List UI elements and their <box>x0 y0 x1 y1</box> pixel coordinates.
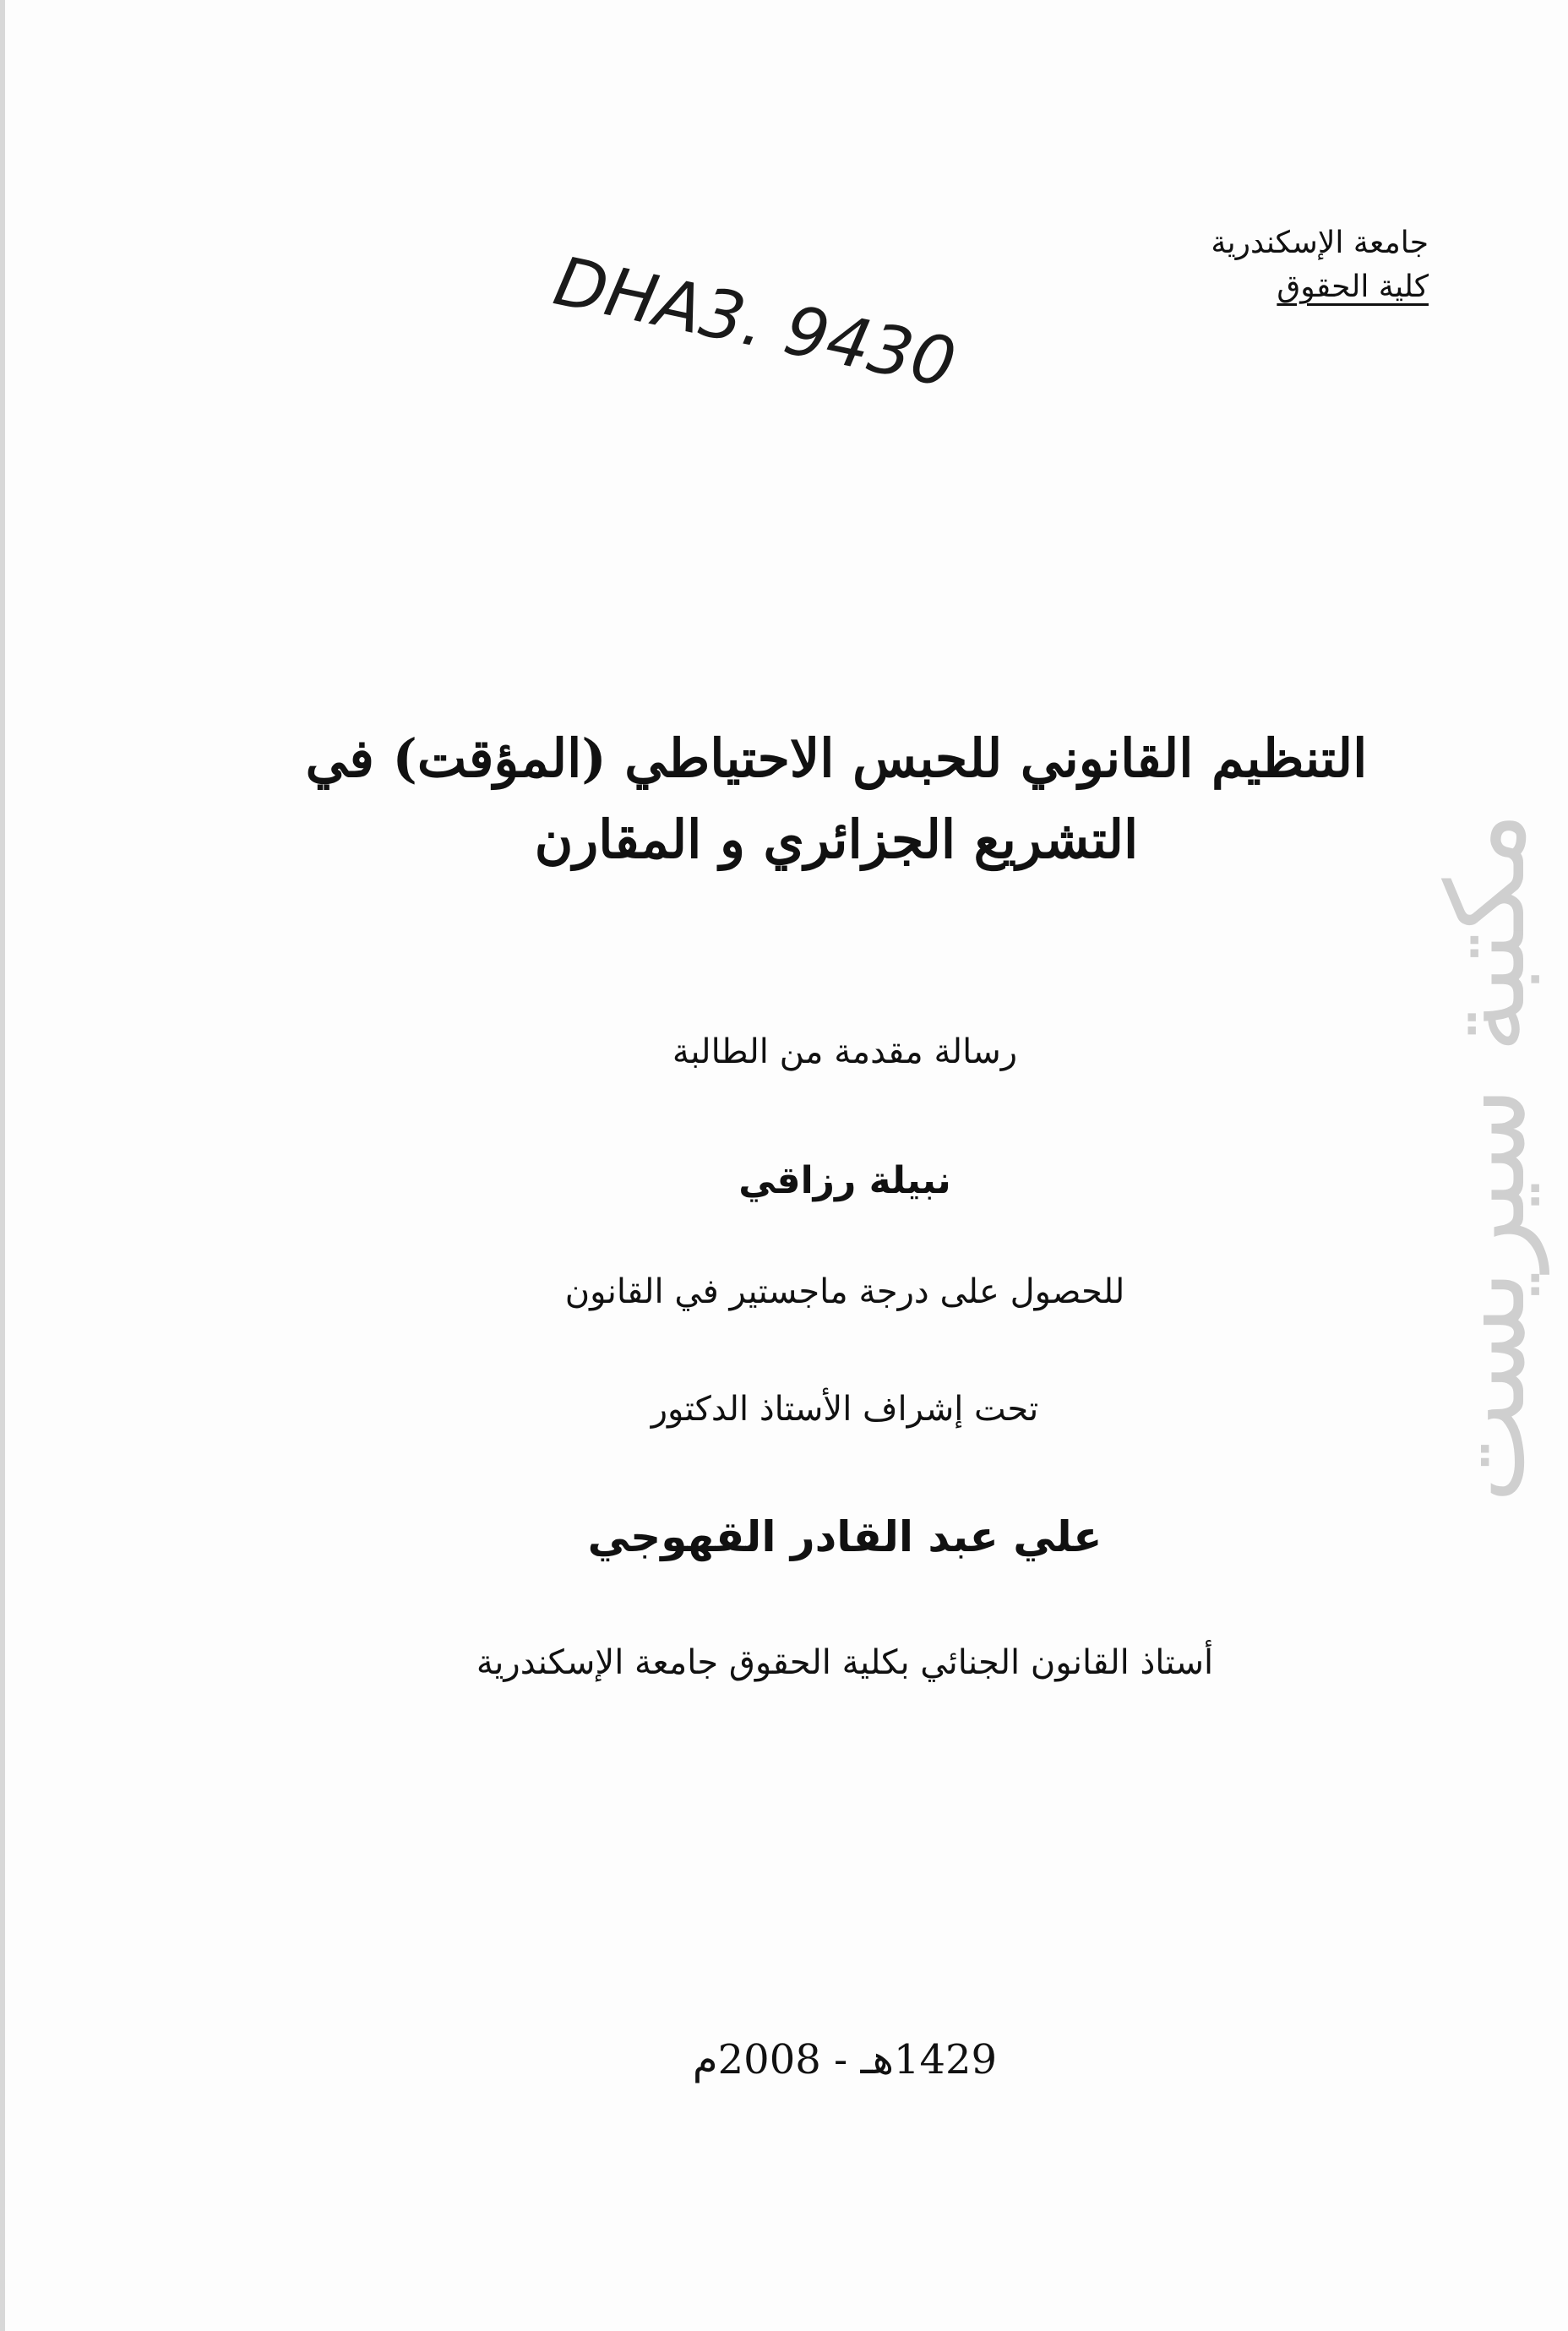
degree-statement: للحصول على درجة ماجستير في القانون <box>564 1272 1125 1311</box>
scan-edge-shadow <box>0 0 5 2331</box>
handwritten-shelfmark <box>547 241 962 403</box>
supervisor-name: علي عبد القادر القهوجي <box>587 1512 1102 1561</box>
faculty-name: كلية الحقوق <box>1277 270 1429 305</box>
submission-date: 1429هـ - 2008م <box>692 2036 998 2083</box>
university-name: جامعة الإسكندرية <box>1211 226 1429 260</box>
institution-header <box>1211 221 1429 309</box>
student-name: نبيلة رزاقي <box>738 1159 951 1202</box>
shelfmark-text: DHA3. 9430 <box>547 241 962 403</box>
thesis-title-line-2: التشريع الجزائري و المقارن <box>534 809 1139 871</box>
supervisor-title: أستاذ القانون الجنائي بكلية الحقوق جامعة الإسكندرية <box>476 1643 1214 1682</box>
thesis-title-line-1: التنظيم القانوني للحبس الاحتياطي (المؤقت) في <box>305 727 1368 789</box>
supervision-label: تحت إشراف الأستاذ الدكتور <box>651 1390 1039 1429</box>
watermark-text: مكتبة سيريست <box>1424 812 1549 1503</box>
library-watermark <box>1424 777 1568 1538</box>
submission-intro: رسالة مقدمة من الطالبة <box>672 1032 1018 1071</box>
thesis-title <box>211 718 1462 880</box>
